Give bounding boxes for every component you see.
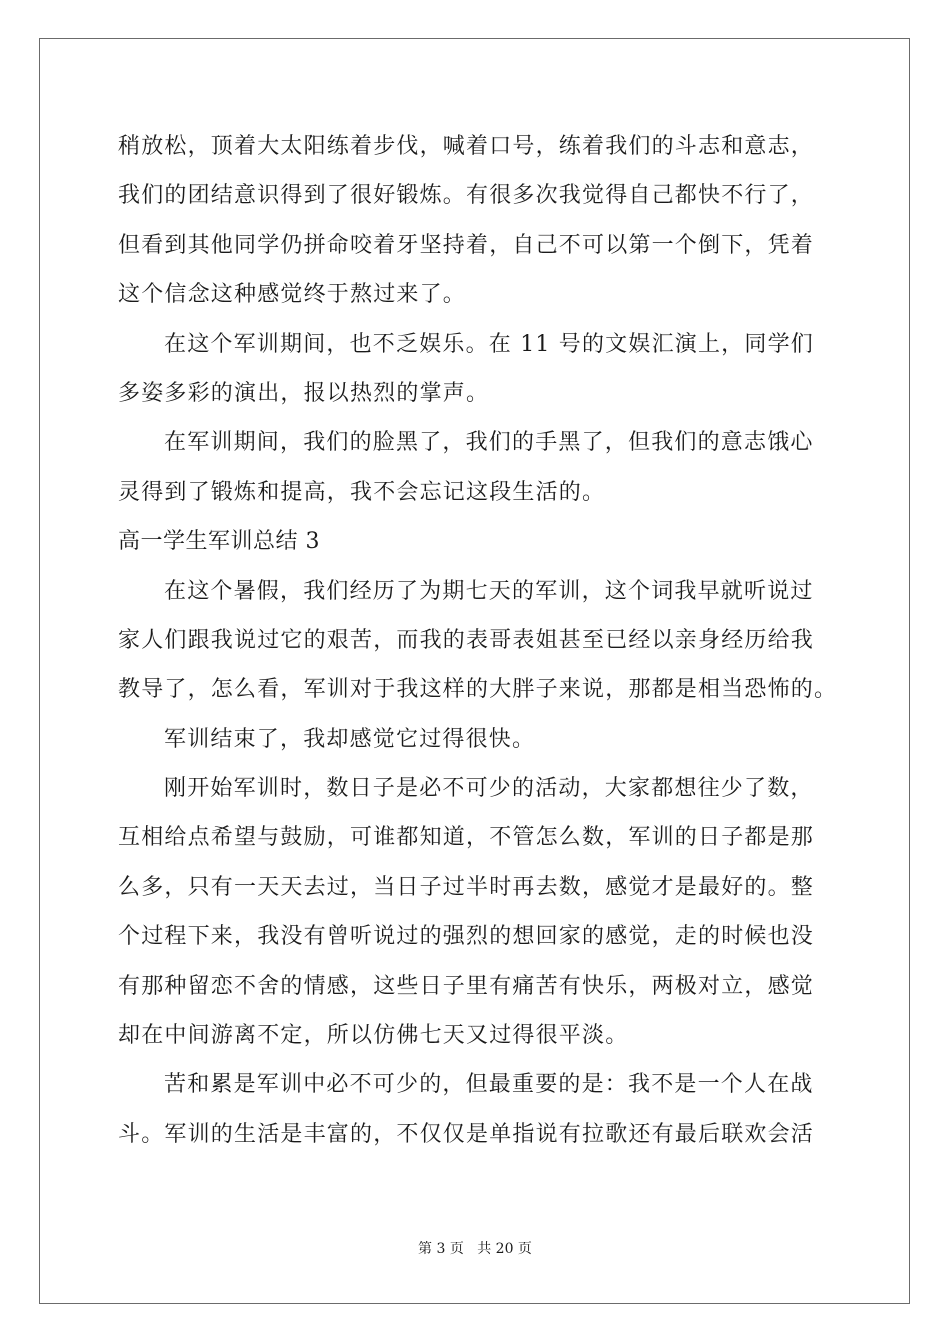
paragraph-start: 刚开始军训时，数日子是必不可少的活动，大家都想往少了数， [164,776,814,802]
paragraph-start: 在这个军训期间，也不乏娱乐。在 11 号的文娱汇演上，同学们 [164,331,814,357]
text-line: 有那种留恋不舍的情感，这些日子里有痛苦有快乐，两极对立，感觉 [118,973,815,999]
text-line: 斗。军训的生活是丰富的，不仅仅是单指说有拉歌还有最后联欢会活 [118,1121,815,1147]
text-line: 互相给点希望与鼓励，可谁都知道，不管怎么数，军训的日子都是那 [118,825,815,851]
text-line: 我们的团结意识得到了很好锻炼。有很多次我觉得自己都快不行了， [118,183,815,209]
text-line: 灵得到了锻炼和提高，我不会忘记这段生活的。 [118,479,606,505]
text-line: 个过程下来，我没有曾听说过的强烈的想回家的感觉，走的时候也没 [118,924,815,950]
text-line: 多姿多彩的演出，报以热烈的掌声。 [118,380,490,406]
text-line: 却在中间游离不定，所以仿佛七天又过得很平淡。 [118,1023,629,1049]
paragraph-start: 在军训期间，我们的脸黑了，我们的手黑了，但我们的意志饿心 [164,430,814,456]
text-line: 但看到其他同学仍拼命咬着牙坚持着，自己不可以第一个倒下，凭着 [118,232,815,258]
page-total: 共 20 页 [477,1241,532,1257]
page-footer [0,1238,950,1258]
paragraph-start: 军训结束了，我却感觉它过得很快。 [164,726,536,752]
section-heading: 高一学生军训总结 3 [118,529,320,555]
page-number: 第 3 页 [418,1241,464,1257]
text-line: 这个信念这种感觉终于熬过来了。 [118,282,467,308]
text-line: 家人们跟我说过它的艰苦，而我的表哥表姐甚至已经以亲身经历给我 [118,627,815,653]
paragraph-start: 在这个暑假，我们经历了为期七天的军训，这个词我早就听说过 [164,578,814,604]
paragraph-start: 苦和累是军训中必不可少的，但最重要的是：我不是一个人在战 [164,1072,814,1098]
text-line: 么多，只有一天天去过，当日子过半时再去数，感觉才是最好的。整 [118,874,815,900]
text-line: 教导了，怎么看，军训对于我这样的大胖子来说，那都是相当恐怖的。 [118,677,838,703]
document-body [118,122,858,1159]
text-line: 稍放松，顶着大太阳练着步伐，喊着口号，练着我们的斗志和意志， [118,134,815,159]
